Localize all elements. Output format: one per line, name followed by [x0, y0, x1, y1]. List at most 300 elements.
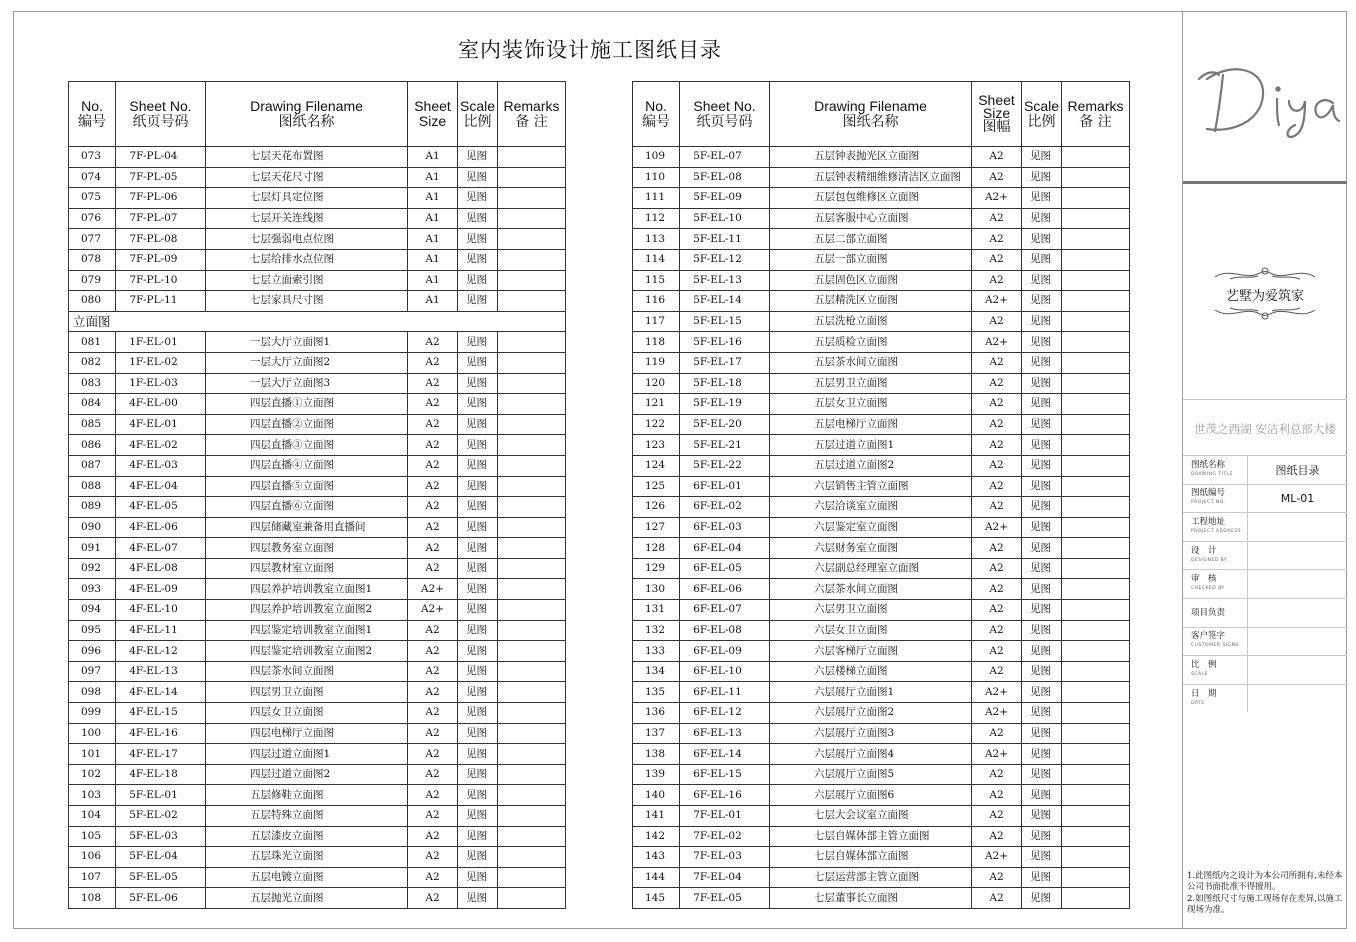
row-scale: 见图: [458, 455, 498, 476]
table-row: [633, 744, 1130, 765]
row-filename: 四层茶水间立面图: [206, 661, 408, 682]
row-filename: 一层大厅立面图3: [206, 373, 408, 394]
row-remarks: [498, 558, 566, 579]
info-value: 图纸目录: [1248, 456, 1348, 485]
table-row: [69, 538, 566, 559]
row-size: A1: [408, 147, 458, 168]
table-row: [633, 558, 1130, 579]
row-scale: 见图: [1022, 579, 1062, 600]
row-scale: 见图: [1022, 538, 1062, 559]
row-sheet-no: 5F-EL-14: [680, 291, 770, 312]
row-size: A2: [972, 538, 1022, 559]
info-label-cn: 工程地址: [1191, 516, 1226, 527]
row-sheet-no: 7F-PL-06: [116, 188, 206, 209]
row-remarks: [498, 682, 566, 703]
row-size: A2: [972, 270, 1022, 291]
info-value: [1248, 656, 1348, 685]
row-sheet-no: 6F-EL-13: [680, 723, 770, 744]
row-filename: 四层女卫立面图: [206, 703, 408, 724]
row-scale: 见图: [458, 600, 498, 621]
row-filename: 七层运营部主管立面图: [770, 867, 972, 888]
table-row: [633, 311, 1130, 332]
row-sheet-no: 7F-EL-02: [680, 826, 770, 847]
table-row: [633, 188, 1130, 209]
note-2: 2.如图纸尺寸与施工现场存在差异,以施工现场为准。: [1187, 894, 1343, 915]
row-remarks: [1062, 332, 1130, 353]
row-sheet-no: 1F-EL-03: [116, 373, 206, 394]
row-filename: 五层女卫立面图: [770, 394, 972, 415]
row-size: A1: [408, 291, 458, 312]
project-name: 世茂之西湖 安洁利总部大楼: [1194, 422, 1336, 436]
info-row: [1183, 598, 1347, 627]
table-header-row: [633, 82, 1130, 147]
row-scale: 见图: [458, 394, 498, 415]
row-scale: 见图: [458, 641, 498, 662]
row-size: A2: [972, 208, 1022, 229]
row-size: A2: [972, 600, 1022, 621]
row-no: 139: [633, 764, 680, 785]
row-sheet-no: 6F-EL-09: [680, 641, 770, 662]
row-size: A2: [972, 661, 1022, 682]
row-size: A2: [972, 414, 1022, 435]
row-no: 128: [633, 538, 680, 559]
info-label-en: DRAWING TITLE: [1191, 471, 1233, 477]
row-no: 135: [633, 682, 680, 703]
row-remarks: [498, 661, 566, 682]
row-size: A2: [408, 723, 458, 744]
row-no: 117: [633, 311, 680, 332]
row-no: 118: [633, 332, 680, 353]
row-size: A2: [408, 352, 458, 373]
row-remarks: [1062, 311, 1130, 332]
row-filename: 五层过道立面图2: [770, 455, 972, 476]
row-remarks: [1062, 291, 1130, 312]
row-size: A2: [972, 455, 1022, 476]
row-remarks: [1062, 229, 1130, 250]
row-filename: 四层鉴定培训教室立面图1: [206, 620, 408, 641]
row-filename: 五层洗枪立面图: [770, 311, 972, 332]
row-sheet-no: 5F-EL-20: [680, 414, 770, 435]
row-remarks: [1062, 352, 1130, 373]
info-label-cn: 图纸名称: [1191, 459, 1226, 470]
row-remarks: [498, 723, 566, 744]
row-filename: 五层特殊立面图: [206, 806, 408, 827]
row-scale: 见图: [458, 435, 498, 456]
table-row: [69, 744, 566, 765]
row-remarks: [498, 620, 566, 641]
row-size: A1: [408, 270, 458, 291]
info-label-en: DESIGNED BY: [1191, 557, 1228, 563]
row-remarks: [1062, 538, 1130, 559]
row-size: A2: [408, 435, 458, 456]
row-filename: 五层电镀立面图: [206, 867, 408, 888]
row-sheet-no: 6F-EL-15: [680, 764, 770, 785]
row-sheet-no: 5F-EL-18: [680, 373, 770, 394]
row-sheet-no: 4F-EL-06: [116, 517, 206, 538]
row-remarks: [498, 517, 566, 538]
row-size: A2: [408, 826, 458, 847]
row-no: 131: [633, 600, 680, 621]
table-row: [633, 764, 1130, 785]
row-sheet-no: 6F-EL-01: [680, 476, 770, 497]
row-filename: 五层抛光立面图: [206, 888, 408, 909]
table-row: [633, 208, 1130, 229]
row-no: 073: [69, 147, 116, 168]
row-no: 142: [633, 826, 680, 847]
row-no: 119: [633, 352, 680, 373]
row-remarks: [498, 208, 566, 229]
row-sheet-no: 7F-PL-04: [116, 147, 206, 168]
row-remarks: [1062, 394, 1130, 415]
row-no: 122: [633, 414, 680, 435]
row-filename: 六层楼梯立面图: [770, 661, 972, 682]
row-sheet-no: 7F-PL-11: [116, 291, 206, 312]
row-no: 106: [69, 847, 116, 868]
table-row: [69, 826, 566, 847]
info-value: [1248, 570, 1348, 599]
row-remarks: [1062, 455, 1130, 476]
row-sheet-no: 7F-EL-03: [680, 847, 770, 868]
row-no: 112: [633, 208, 680, 229]
col-header-size: Sheet Size: [408, 82, 458, 147]
row-filename: 四层过道立面图1: [206, 744, 408, 765]
row-sheet-no: 7F-EL-05: [680, 888, 770, 909]
info-label: [1183, 656, 1248, 685]
row-scale: 见图: [458, 847, 498, 868]
row-scale: 见图: [1022, 888, 1062, 909]
row-filename: 五层钟表精细维修清洁区立面图: [770, 167, 972, 188]
row-no: 116: [633, 291, 680, 312]
row-size: A2+: [972, 517, 1022, 538]
row-filename: 七层开关连线图: [206, 208, 408, 229]
row-size: A2: [408, 682, 458, 703]
row-size: A2: [408, 785, 458, 806]
row-remarks: [498, 600, 566, 621]
row-remarks: [1062, 579, 1130, 600]
row-remarks: [498, 703, 566, 724]
row-filename: 五层质检立面图: [770, 332, 972, 353]
drawing-index-table-right: [632, 81, 1130, 909]
row-scale: 见图: [1022, 806, 1062, 827]
row-size: A2+: [972, 744, 1022, 765]
row-no: 138: [633, 744, 680, 765]
row-remarks: [1062, 703, 1130, 724]
row-size: A1: [408, 249, 458, 270]
row-remarks: [1062, 435, 1130, 456]
row-sheet-no: 4F-EL-16: [116, 723, 206, 744]
row-no: 099: [69, 703, 116, 724]
row-sheet-no: 6F-EL-07: [680, 600, 770, 621]
row-no: 108: [69, 888, 116, 909]
row-filename: 七层自媒体部立面图: [770, 847, 972, 868]
row-scale: 见图: [1022, 641, 1062, 662]
row-size: A2: [408, 620, 458, 641]
row-size: A2: [972, 723, 1022, 744]
row-remarks: [498, 414, 566, 435]
row-no: 140: [633, 785, 680, 806]
row-filename: 五层电梯厅立面图: [770, 414, 972, 435]
info-label-en: PROJECT NO.: [1191, 500, 1226, 506]
row-remarks: [498, 867, 566, 888]
table-row: [633, 641, 1130, 662]
title-block-band: [1183, 181, 1347, 184]
row-remarks: [498, 538, 566, 559]
row-filename: 四层直播⑤立面图: [206, 476, 408, 497]
info-label-cn: 客户签字: [1191, 631, 1226, 642]
row-sheet-no: 4F-EL-01: [116, 414, 206, 435]
row-filename: 四层鉴定培训教室立面图2: [206, 641, 408, 662]
row-sheet-no: 5F-EL-08: [680, 167, 770, 188]
section-row: [69, 311, 566, 332]
table-row: [69, 847, 566, 868]
row-sheet-no: 6F-EL-02: [680, 497, 770, 518]
row-filename: 六层洽谈室立面图: [770, 497, 972, 518]
row-remarks: [1062, 414, 1130, 435]
row-sheet-no: 4F-EL-08: [116, 558, 206, 579]
row-size: A2: [408, 867, 458, 888]
row-size: A2: [972, 435, 1022, 456]
row-filename: 五层茶水间立面图: [770, 352, 972, 373]
row-remarks: [498, 579, 566, 600]
info-row: [1183, 684, 1347, 712]
row-no: 079: [69, 270, 116, 291]
row-sheet-no: 6F-EL-05: [680, 558, 770, 579]
row-no: 141: [633, 806, 680, 827]
row-sheet-no: 4F-EL-12: [116, 641, 206, 662]
row-scale: 见图: [458, 620, 498, 641]
notes: [1187, 871, 1347, 917]
col-header-sheet-no: Sheet No. 纸页号码: [116, 82, 206, 147]
row-filename: 六层客梯厅立面图: [770, 641, 972, 662]
row-no: 102: [69, 764, 116, 785]
row-scale: 见图: [458, 188, 498, 209]
info-label: [1183, 541, 1248, 570]
row-filename: 六层女卫立面图: [770, 620, 972, 641]
row-remarks: [1062, 620, 1130, 641]
row-scale: 见图: [458, 517, 498, 538]
row-sheet-no: 4F-EL-11: [116, 620, 206, 641]
row-scale: 见图: [1022, 661, 1062, 682]
row-no: 075: [69, 188, 116, 209]
info-row: [1183, 656, 1347, 685]
row-filename: 七层给排水点位图: [206, 249, 408, 270]
table-header-row: [69, 82, 566, 147]
row-no: 096: [69, 641, 116, 662]
row-sheet-no: 6F-EL-08: [680, 620, 770, 641]
row-filename: 六层鉴定室立面图: [770, 517, 972, 538]
table-row: [633, 785, 1130, 806]
row-sheet-no: 5F-EL-19: [680, 394, 770, 415]
row-filename: 六层展厅立面图1: [770, 682, 972, 703]
row-scale: 见图: [1022, 558, 1062, 579]
row-size: A2: [408, 414, 458, 435]
row-no: 110: [633, 167, 680, 188]
row-filename: 六层展厅立面图2: [770, 703, 972, 724]
row-filename: 六层茶水间立面图: [770, 579, 972, 600]
row-scale: 见图: [1022, 785, 1062, 806]
info-value: [1248, 684, 1348, 712]
row-no: 091: [69, 538, 116, 559]
table-row: [69, 435, 566, 456]
row-sheet-no: 5F-EL-12: [680, 249, 770, 270]
row-sheet-no: 6F-EL-04: [680, 538, 770, 559]
row-scale: 见图: [458, 249, 498, 270]
page-title: 室内装饰设计施工图纸目录: [458, 38, 722, 62]
row-sheet-no: 5F-EL-06: [116, 888, 206, 909]
row-remarks: [498, 188, 566, 209]
row-no: 095: [69, 620, 116, 641]
row-no: 097: [69, 661, 116, 682]
table-row: [69, 785, 566, 806]
row-size: A2: [408, 497, 458, 518]
info-value: [1248, 513, 1348, 542]
row-scale: 见图: [458, 291, 498, 312]
table-row: [69, 723, 566, 744]
info-label: [1183, 627, 1248, 656]
table-row: [633, 249, 1130, 270]
row-remarks: [1062, 867, 1130, 888]
row-size: A1: [408, 229, 458, 250]
row-size: A2: [408, 373, 458, 394]
info-value: [1248, 541, 1348, 570]
row-sheet-no: 7F-PL-09: [116, 249, 206, 270]
row-size: A2: [408, 517, 458, 538]
row-no: 143: [633, 847, 680, 868]
row-scale: 见图: [1022, 435, 1062, 456]
table-row: [633, 455, 1130, 476]
row-filename: 六层展厅立面图5: [770, 764, 972, 785]
row-remarks: [498, 764, 566, 785]
row-filename: 五层珠光立面图: [206, 847, 408, 868]
row-remarks: [1062, 497, 1130, 518]
row-remarks: [498, 806, 566, 827]
row-sheet-no: 4F-EL-14: [116, 682, 206, 703]
row-scale: 见图: [1022, 291, 1062, 312]
info-row: [1183, 570, 1347, 599]
row-filename: 四层教务室立面图: [206, 538, 408, 559]
row-remarks: [498, 888, 566, 909]
row-remarks: [1062, 600, 1130, 621]
row-scale: 见图: [458, 538, 498, 559]
row-size: A2: [972, 229, 1022, 250]
row-sheet-no: 5F-EL-22: [680, 455, 770, 476]
row-no: 098: [69, 682, 116, 703]
row-sheet-no: 5F-EL-13: [680, 270, 770, 291]
row-filename: 六层展厅立面图6: [770, 785, 972, 806]
row-size: A2+: [972, 332, 1022, 353]
row-no: 089: [69, 497, 116, 518]
row-sheet-no: 5F-EL-16: [680, 332, 770, 353]
row-no: 121: [633, 394, 680, 415]
row-scale: 见图: [458, 497, 498, 518]
row-sheet-no: 6F-EL-16: [680, 785, 770, 806]
row-filename: 五层修鞋立面图: [206, 785, 408, 806]
row-scale: 见图: [1022, 764, 1062, 785]
table-row: [633, 826, 1130, 847]
col-header-scale: Scale 比例: [458, 82, 498, 147]
row-size: A2: [408, 847, 458, 868]
row-scale: 见图: [1022, 744, 1062, 765]
row-remarks: [1062, 249, 1130, 270]
row-sheet-no: 7F-PL-08: [116, 229, 206, 250]
row-no: 090: [69, 517, 116, 538]
row-no: 092: [69, 558, 116, 579]
info-row: [1183, 541, 1347, 570]
row-size: A1: [408, 188, 458, 209]
row-sheet-no: 6F-EL-14: [680, 744, 770, 765]
row-filename: 六层展厅立面图3: [770, 723, 972, 744]
info-label-en: CHECKED BY: [1191, 586, 1225, 592]
table-row: [69, 188, 566, 209]
row-filename: 四层男卫立面图: [206, 682, 408, 703]
row-sheet-no: 7F-PL-07: [116, 208, 206, 229]
row-filename: 六层展厅立面图4: [770, 744, 972, 765]
table-row: [69, 332, 566, 353]
table-row: [633, 888, 1130, 909]
row-no: 111: [633, 188, 680, 209]
row-scale: 见图: [458, 764, 498, 785]
row-filename: 四层养护培训教室立面图1: [206, 579, 408, 600]
row-size: A2: [408, 744, 458, 765]
row-no: 120: [633, 373, 680, 394]
row-scale: 见图: [458, 579, 498, 600]
row-remarks: [498, 744, 566, 765]
table-row: [69, 249, 566, 270]
table-row: [633, 517, 1130, 538]
row-sheet-no: 4F-EL-10: [116, 600, 206, 621]
table-row: [633, 147, 1130, 168]
row-sheet-no: 4F-EL-15: [116, 703, 206, 724]
row-size: A2: [408, 538, 458, 559]
table-row: [633, 867, 1130, 888]
table-row: [69, 394, 566, 415]
row-size: A2: [972, 373, 1022, 394]
table-row: [69, 291, 566, 312]
row-filename: 六层财务室立面图: [770, 538, 972, 559]
row-no: 078: [69, 249, 116, 270]
table-row: [69, 352, 566, 373]
row-remarks: [498, 785, 566, 806]
info-value: ML-01: [1248, 484, 1348, 513]
row-no: 134: [633, 661, 680, 682]
col-header-size: Sheet Size 图幅: [972, 82, 1022, 147]
row-sheet-no: 5F-EL-21: [680, 435, 770, 456]
row-filename: 七层自媒体部主管立面图: [770, 826, 972, 847]
row-remarks: [498, 641, 566, 662]
row-scale: 见图: [1022, 147, 1062, 168]
row-scale: 见图: [1022, 311, 1062, 332]
row-size: A2: [408, 703, 458, 724]
table-row: [633, 414, 1130, 435]
row-remarks: [1062, 682, 1130, 703]
row-size: A2: [408, 661, 458, 682]
row-sheet-no: 4F-EL-07: [116, 538, 206, 559]
info-label-cn: 项目负责: [1191, 607, 1226, 618]
info-row: [1183, 484, 1347, 513]
table-row: [633, 620, 1130, 641]
row-no: 144: [633, 867, 680, 888]
info-label: [1183, 456, 1248, 485]
table-row: [69, 497, 566, 518]
row-no: 130: [633, 579, 680, 600]
row-no: 074: [69, 167, 116, 188]
row-sheet-no: 4F-EL-00: [116, 394, 206, 415]
row-filename: 四层直播①立面图: [206, 394, 408, 415]
row-size: A2: [408, 764, 458, 785]
row-no: 084: [69, 394, 116, 415]
row-no: 113: [633, 229, 680, 250]
row-scale: 见图: [1022, 332, 1062, 353]
